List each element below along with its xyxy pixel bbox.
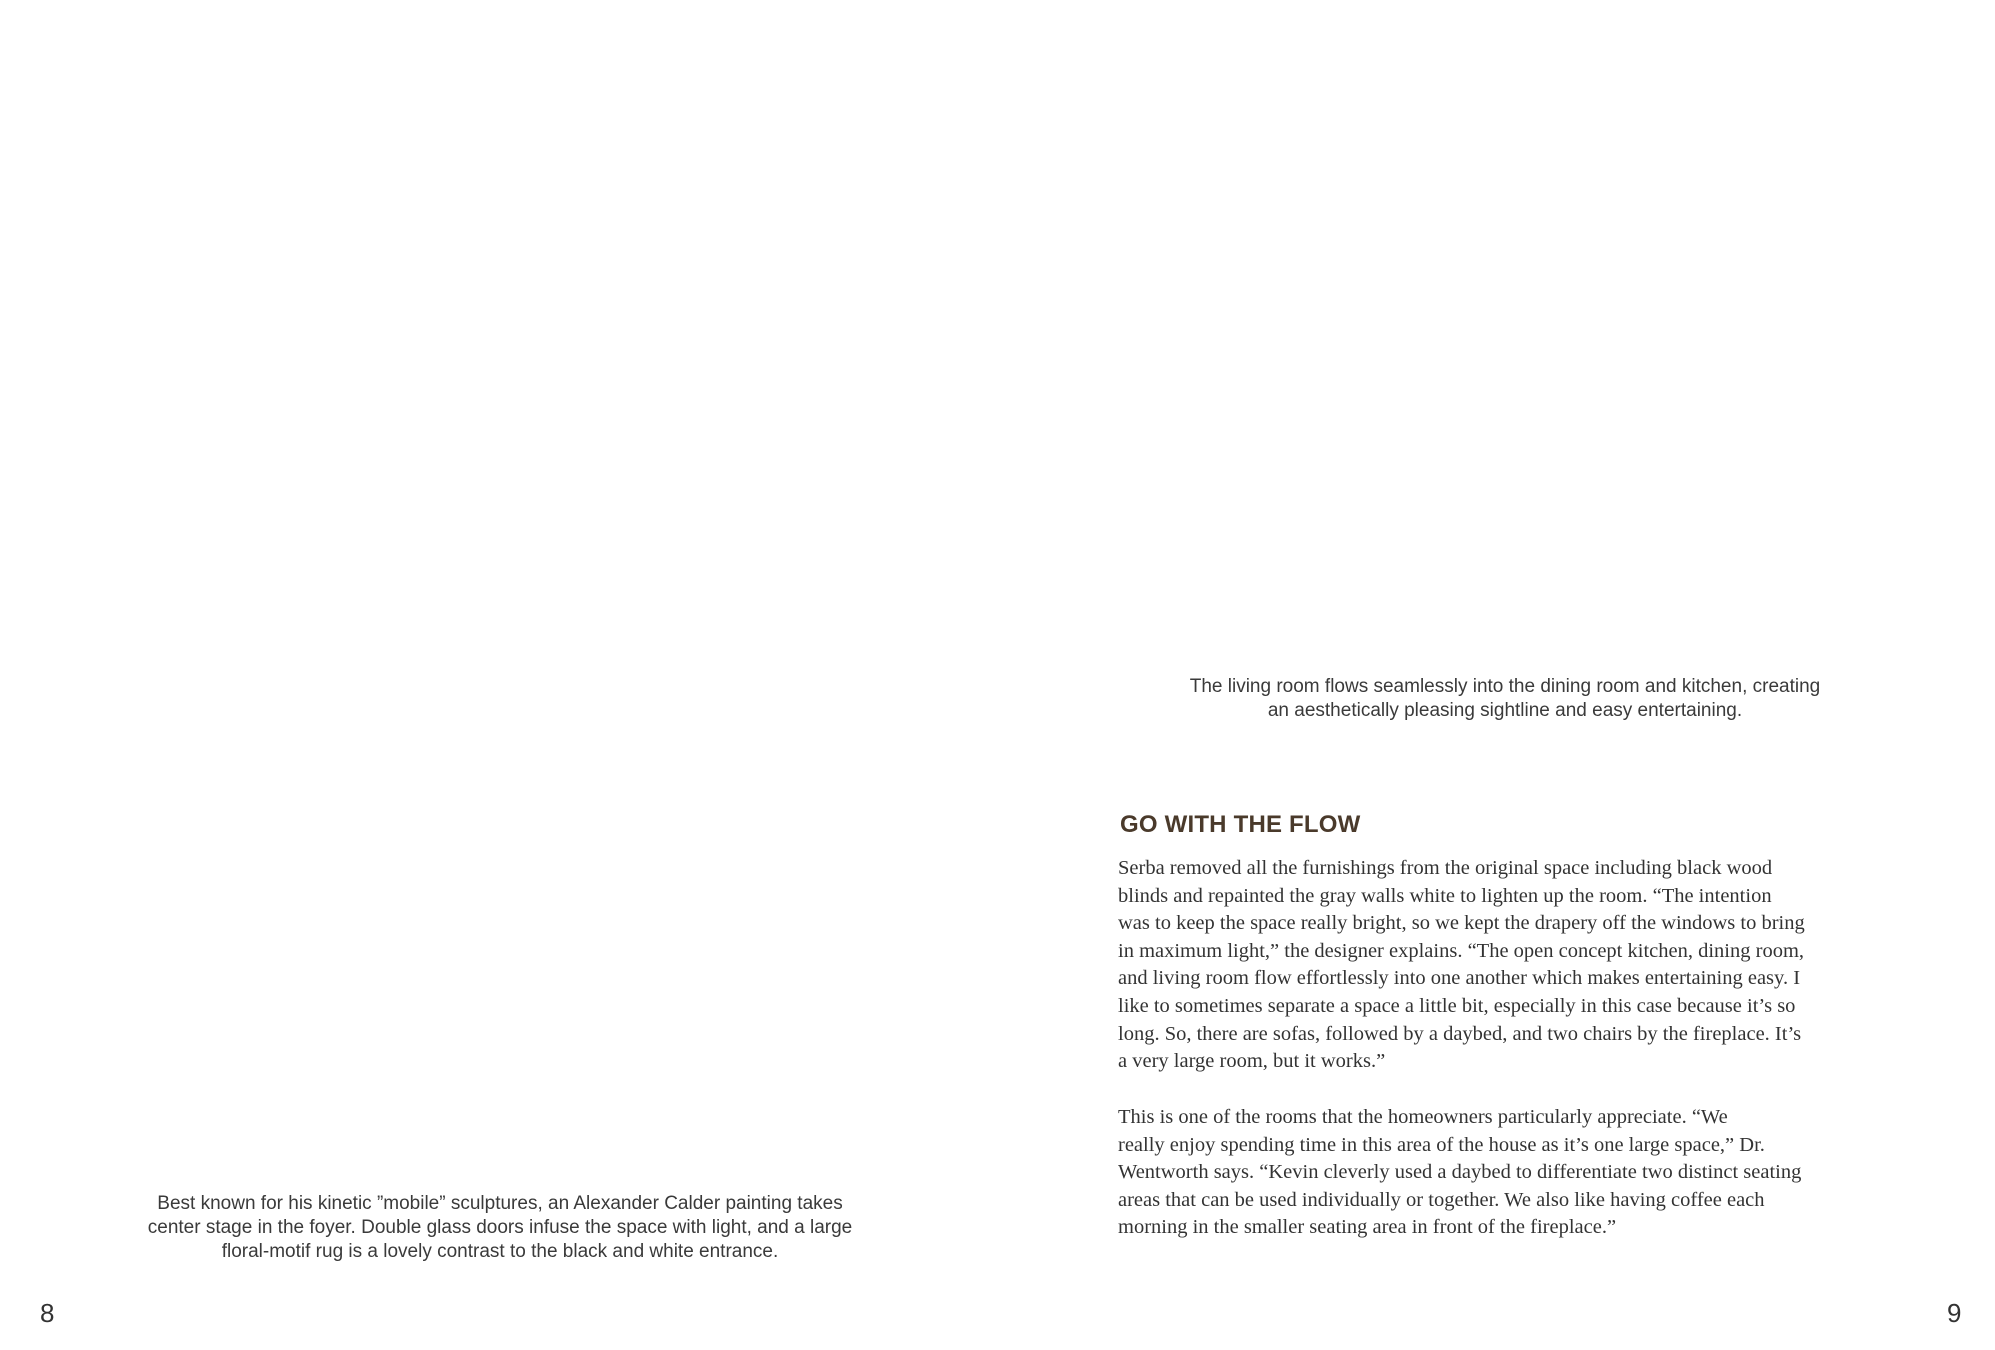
paragraph-line: blinds and repainted the gray walls white to lighten up the room. “The intention — [1118, 884, 1772, 907]
paragraph-line: a very large room, but it works.” — [1118, 1050, 1386, 1073]
caption-line: center stage in the foyer. Double glass doors infuse the space with light, and a large — [147, 1217, 853, 1238]
paragraph-line: really enjoy spending time in this area of the house as it’s one large space,” Dr. — [1118, 1133, 1765, 1156]
living-room-photo-caption — [1140, 675, 1870, 723]
paragraph-line: This is one of the rooms that the homeowners particularly appreciate. “We — [1118, 1106, 1728, 1128]
foyer-photo-caption — [110, 1192, 890, 1264]
section-heading: GO WITH THE FLOW — [1120, 811, 1361, 838]
paragraph-line: morning in the smaller seating area in front of the fireplace.” — [1118, 1216, 1617, 1239]
paragraph-line: Wentworth says. “Kevin cleverly used a daybed to differentiate two distinct seating — [1118, 1161, 1802, 1184]
body-paragraph-2 — [1118, 1104, 1908, 1242]
paragraph-line: and living room flow effortlessly into one another which makes entertaining easy. I — [1118, 967, 1801, 990]
caption-line: The living room flows seamlessly into the dining room and kitchen, creating — [1189, 676, 1821, 697]
page-number-right: 9 — [1947, 1298, 1962, 1328]
caption-line: an aesthetically pleasing sightline and easy entertaining. — [1267, 700, 1743, 721]
paragraph-line: long. So, there are sofas, followed by a daybed, and two chairs by the fireplace. It’s — [1118, 1022, 1802, 1045]
caption-line: floral-motif rug is a lovely contrast to the black and white entrance. — [221, 1241, 779, 1262]
paragraph-line: like to sometimes separate a space a little bit, especially in this case because it’s so — [1118, 994, 1796, 1017]
paragraph-line: in maximum light,” the designer explains. “The open concept kitchen, dining room, — [1118, 939, 1805, 962]
paragraph-line: was to keep the space really bright, so we kept the drapery off the windows to bring — [1118, 912, 1805, 935]
paragraph-line: Serba removed all the furnishings from the original space including black wood — [1118, 857, 1773, 879]
caption-line: Best known for his kinetic ”mobile” sculptures, an Alexander Calder painting takes — [157, 1193, 843, 1214]
body-paragraph-1 — [1118, 855, 1908, 1076]
page-number-left: 8 — [40, 1298, 55, 1328]
paragraph-line: areas that can be used individually or together. We also like having coffee each — [1118, 1188, 1765, 1211]
